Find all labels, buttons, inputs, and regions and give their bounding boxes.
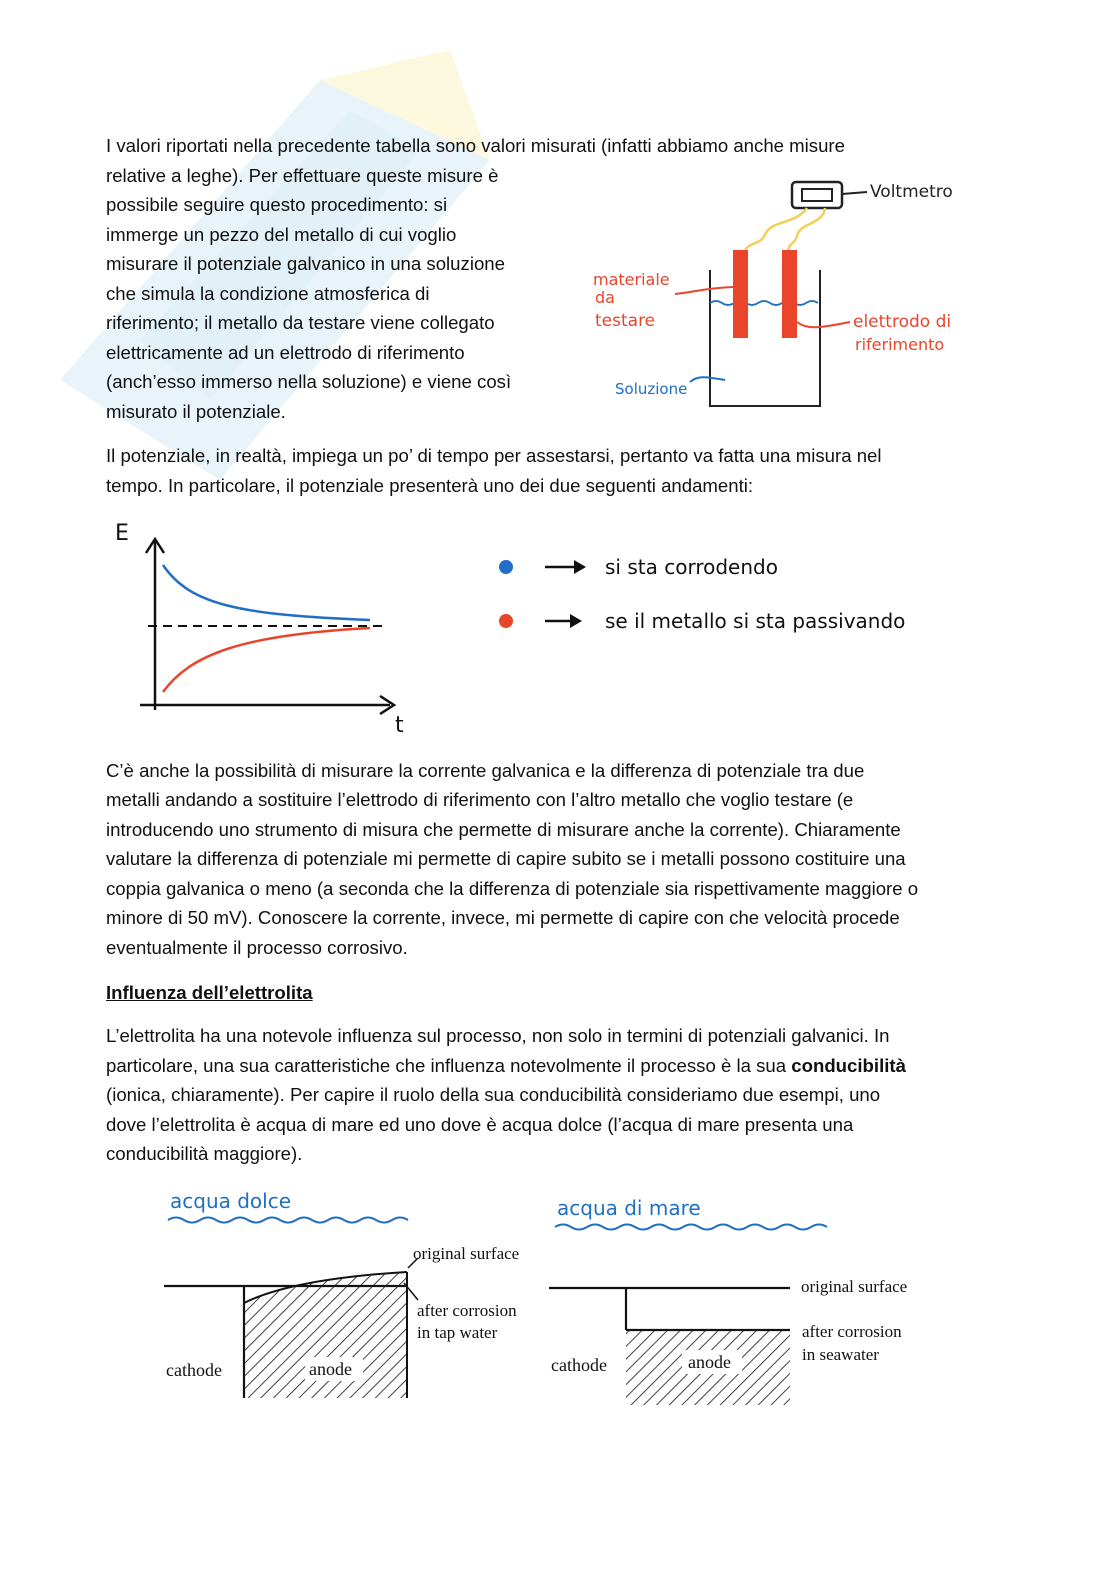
electrolyte-line (106, 1051, 906, 1081)
section-heading: Influenza dell’elettrolita (106, 982, 313, 1003)
y-axis-label: E (115, 521, 129, 546)
fresh-after-label-2: in tap water (417, 1323, 498, 1342)
legend-blue-dot (499, 560, 513, 574)
intro-line: elettricamente ad un elettrodo di riferimento (106, 342, 465, 363)
current-line: C’è anche la possibilità di misurare la corrente galvanica e la differenza di potenziale tra due (106, 760, 865, 781)
legend-blue-label: si sta corrodendo (605, 555, 778, 579)
potential-time-graph (100, 515, 430, 740)
sea-anode-label: anode (688, 1352, 731, 1372)
x-axis-label: t (395, 713, 404, 738)
legend-red-label: se il metallo si sta passivando (605, 609, 906, 633)
sea-cathode-label: cathode (551, 1355, 607, 1375)
voltmeter-icon (792, 182, 842, 208)
material-label: materiale (593, 270, 670, 289)
current-line: metalli andando a sostituire l’elettrodo di riferimento con l’altro metallo che voglio testare (e (106, 789, 854, 810)
intro-line: immerge un pezzo del metallo di cui voglio (106, 224, 457, 245)
conductivity-term: conducibilità (791, 1055, 906, 1076)
intro-line: possibile seguire questo procedimento: si (106, 194, 448, 215)
legend-red-dot (499, 614, 513, 628)
fresh-anode-label: anode (309, 1359, 352, 1379)
time-line: tempo. In particolare, il potenziale presenterà uno dei due seguenti andamenti: (106, 475, 754, 496)
sea-water-title: acqua di mare (557, 1196, 701, 1220)
intro-line-1: I valori riportati nella precedente tabella sono valori misurati (infatti abbiamo anche misure (106, 135, 845, 156)
graph-legend (490, 545, 1000, 645)
sea-water-figure (545, 1185, 950, 1415)
fresh-original-surface-label: original surface (413, 1244, 520, 1263)
intro-line: relative a leghe). Per effettuare queste misure è (106, 165, 499, 186)
material-label: da (595, 288, 615, 307)
intro-line: (anch’esso immerso nella soluzione) e viene così (106, 371, 512, 392)
current-line: eventualmente il processo corrosivo. (106, 937, 408, 958)
series-line-blue (163, 565, 370, 620)
current-line: minore di 50 mV). Conoscere la corrente, invece, mi permette di capire con che velocità procede (106, 907, 900, 928)
sea-original-surface-label: original surface (801, 1277, 908, 1296)
solution-label: Soluzione (615, 380, 688, 398)
sea-after-label-1: after corrosion (802, 1322, 902, 1341)
electrolyte-line: L’elettrolita ha una notevole influenza sul processo, non solo in termini di potenziali galvanici. In (106, 1025, 890, 1046)
current-line: coppia galvanica o meno (a seconda che la differenza di potenziale sia rispettivamente maggiore o (106, 878, 919, 899)
fresh-water-title: acqua dolce (170, 1189, 292, 1213)
fresh-after-label-1: after corrosion (417, 1301, 517, 1320)
electrolyte-line: dove l’elettrolita è acqua di mare ed uno dove è acqua dolce (l’acqua di mare presenta una (106, 1114, 854, 1135)
fresh-water-figure (160, 1180, 545, 1410)
current-line: valutare la differenza di potenziale mi permette di capire subito se i metalli possono costituire una (106, 848, 906, 869)
electrolyte-line: (ionica, chiaramente). Per capire il ruolo della sua conducibilità consideriamo due esempi, uno (106, 1084, 881, 1105)
electrolyte-line: conducibilità maggiore). (106, 1143, 303, 1164)
voltmeter-label: Voltmetro (870, 182, 953, 202)
time-line: Il potenziale, in realtà, impiega un po’ di tempo per assestarsi, pertanto va fatta una misura nel (106, 445, 882, 466)
electrolyte-text: particolare, una sua caratteristiche che influenza notevolmente il processo è la sua (106, 1055, 792, 1076)
fresh-cathode-label: cathode (166, 1360, 222, 1380)
intro-line: riferimento; il metallo da testare viene collegato (106, 312, 495, 333)
series-line-red (163, 628, 370, 692)
material-label: testare (595, 311, 656, 331)
reference-electrode (782, 250, 797, 338)
test-electrode (733, 250, 748, 338)
current-line: introducendo uno strumento di misura che permette di misurare anche la corrente). Chiaramente (106, 819, 901, 840)
cell-diagram (585, 170, 975, 415)
reference-label: elettrodo di (853, 312, 952, 332)
sea-after-label-2: in seawater (802, 1345, 879, 1364)
reference-label: riferimento (855, 335, 945, 354)
intro-line: misurare il potenziale galvanico in una soluzione (106, 253, 505, 274)
intro-line: che simula la condizione atmosferica di (106, 283, 430, 304)
intro-line: misurato il potenziale. (106, 401, 286, 422)
